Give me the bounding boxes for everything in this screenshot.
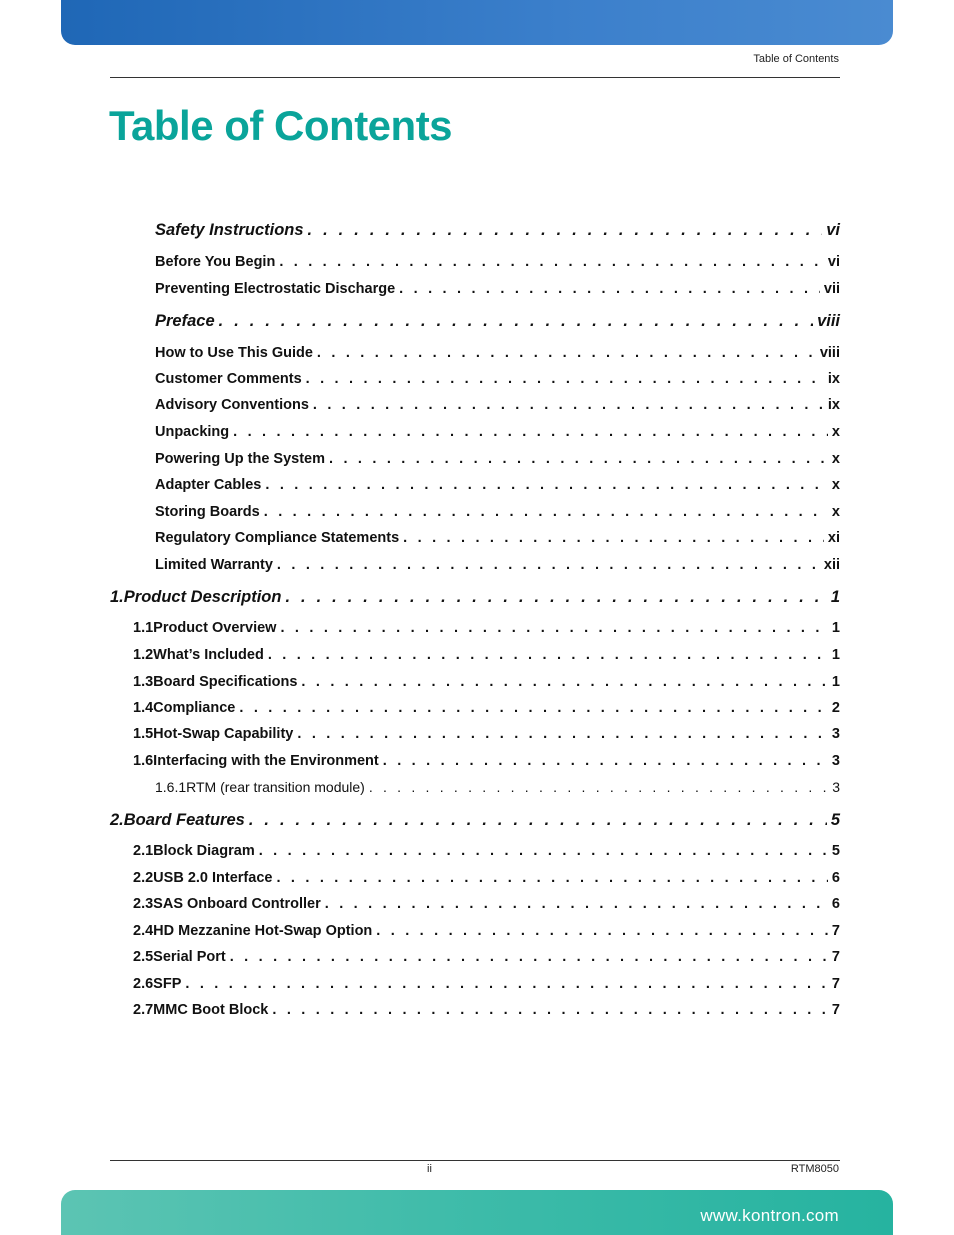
toc-entry[interactable] [133, 674, 840, 690]
toc-entry-label: Product Overview [153, 620, 277, 636]
toc-entry-label: Adapter Cables [155, 477, 262, 493]
toc-entry[interactable] [133, 870, 840, 886]
toc-entry-page: 5 [830, 811, 840, 829]
toc-dot-leader [264, 504, 828, 520]
toc-dot-leader [369, 779, 828, 795]
toc-entry-number: 1.6.1 [155, 779, 187, 795]
bottom-banner [61, 1190, 893, 1235]
toc-entry-page: viii [819, 345, 840, 361]
toc-entry-page: 6 [831, 870, 840, 886]
toc-dot-leader [272, 1002, 828, 1018]
toc-entry-page: 7 [831, 949, 840, 965]
toc-entry-number: 2.5 [133, 949, 154, 965]
toc-entry[interactable] [155, 221, 840, 240]
toc-dot-leader [185, 976, 828, 992]
toc-entry[interactable] [110, 811, 840, 830]
toc-entry[interactable] [133, 843, 840, 859]
toc-dot-leader [280, 620, 827, 636]
toc-entry-number: 1.5 [133, 726, 154, 742]
toc-entry-page: xi [827, 530, 840, 546]
toc-entry[interactable] [110, 588, 840, 607]
toc-entry[interactable] [155, 557, 840, 573]
toc-entry-page: 7 [831, 976, 840, 992]
toc-dot-leader [233, 424, 828, 440]
toc-entry[interactable] [155, 345, 840, 361]
toc-dot-leader [230, 949, 828, 965]
toc-entry-number: 1.2 [133, 647, 154, 663]
toc-dot-leader [313, 397, 824, 413]
toc-entry[interactable] [155, 477, 840, 493]
toc-entry-label: Unpacking [155, 424, 230, 440]
toc-entry-label: Advisory Conventions [155, 397, 309, 413]
toc-entry-number: 1.3 [133, 674, 154, 690]
toc-entry-label: What’s Included [153, 647, 264, 663]
toc-dot-leader [317, 345, 816, 361]
toc-entry-page: 1 [830, 588, 840, 606]
top-banner [61, 0, 893, 45]
toc-dot-leader [279, 254, 824, 270]
footer-doc-id: RTM8050 [790, 1163, 839, 1175]
toc-dot-leader [301, 674, 828, 690]
toc-dot-leader [239, 700, 828, 716]
toc-entry-label: HD Mezzanine Hot-Swap Option [153, 923, 373, 939]
toc-entry-label: Block Diagram [153, 843, 255, 859]
toc-dot-leader [265, 477, 828, 493]
toc-entry-label: Serial Port [153, 949, 226, 965]
toc-entry-label: Preface [155, 312, 215, 330]
toc-entry-label: Product Description [123, 588, 282, 606]
toc-dot-leader [219, 312, 813, 331]
toc-entry-page: 3 [831, 726, 840, 742]
toc-entry-page: ix [827, 371, 840, 387]
page-title: Table of Contents [109, 102, 453, 149]
toc-dot-leader [403, 530, 824, 546]
toc-entry-number: 1.4 [133, 700, 154, 716]
toc-entry-number: 1. [110, 588, 124, 606]
toc-entry-page: 7 [831, 923, 840, 939]
toc-entry-label: Before You Begin [155, 254, 276, 270]
toc-entry-label: Preventing Electrostatic Discharge [155, 281, 396, 297]
toc-entry[interactable] [133, 1002, 840, 1018]
footer-url-link[interactable]: www.kontron.com [700, 1206, 839, 1225]
toc-entry[interactable] [155, 281, 840, 297]
toc-dot-leader [383, 753, 828, 769]
toc-entry[interactable] [133, 753, 840, 769]
toc-entry-label: MMC Boot Block [153, 1002, 269, 1018]
toc-entry[interactable] [155, 779, 840, 795]
toc-entry-page: 7 [831, 1002, 840, 1018]
toc-entry-label: Board Features [123, 811, 245, 829]
toc-entry-number: 2.7 [133, 1002, 154, 1018]
toc-entry-page: 3 [831, 753, 840, 769]
toc-dot-leader [376, 923, 828, 939]
toc-entry[interactable] [133, 896, 840, 912]
toc-entry[interactable] [155, 530, 840, 546]
toc-entry[interactable] [155, 371, 840, 387]
toc-dot-leader [308, 221, 823, 240]
toc-entry[interactable] [133, 726, 840, 742]
toc-entry[interactable] [133, 700, 840, 716]
toc-entry-page: xii [823, 557, 840, 573]
toc-entry-number: 1.1 [133, 620, 154, 636]
toc-entry-label: Compliance [153, 700, 236, 716]
toc-entry[interactable] [133, 923, 840, 939]
toc-entry[interactable] [155, 254, 840, 270]
toc-entry-label: Storing Boards [155, 504, 260, 520]
toc-entry-page: x [831, 424, 840, 440]
toc-entry-number: 2.4 [133, 923, 154, 939]
toc-entry[interactable] [133, 647, 840, 663]
toc-entry-label: USB 2.0 Interface [153, 870, 273, 886]
toc-entry[interactable] [155, 451, 840, 467]
toc-entry-page: x [831, 477, 840, 493]
toc-entry-page: vi [826, 221, 840, 239]
toc-entry-label: SFP [153, 976, 182, 992]
toc-entry-number: 2.2 [133, 870, 154, 886]
toc-dot-leader [276, 870, 827, 886]
toc-entry-page: vi [827, 254, 840, 270]
toc-entry-page: 5 [831, 843, 840, 859]
toc-entry[interactable] [155, 504, 840, 520]
toc-entry-label: Limited Warranty [155, 557, 273, 573]
toc-dot-leader [399, 281, 820, 297]
toc-entry[interactable] [155, 424, 840, 440]
toc-entry[interactable] [133, 949, 840, 965]
toc-entry-page: 3 [832, 779, 840, 795]
toc-entry-number: 2.3 [133, 896, 154, 912]
toc-entry-label: SAS Onboard Controller [153, 896, 321, 912]
toc-dot-leader [306, 371, 824, 387]
toc-entry-page: 1 [831, 647, 840, 663]
toc-entry[interactable] [155, 397, 840, 413]
toc-entry-page: 1 [831, 620, 840, 636]
toc-entry-page: viii [817, 312, 840, 330]
toc-entry-page: 2 [831, 700, 840, 716]
toc-dot-leader [249, 811, 827, 830]
toc-entry-number: 2.6 [133, 976, 154, 992]
toc-entry[interactable] [155, 312, 840, 331]
toc-entry-page: 6 [831, 896, 840, 912]
toc-dot-leader [297, 726, 828, 742]
toc-dot-leader [259, 843, 828, 859]
toc-entry[interactable] [133, 620, 840, 636]
toc-dot-leader [325, 896, 828, 912]
toc-entry-label: Regulatory Compliance Statements [155, 530, 400, 546]
toc-entry-label: Interfacing with the Environment [153, 753, 379, 769]
toc-entry-page: x [831, 451, 840, 467]
footer-rule [110, 1160, 840, 1161]
toc-dot-leader [277, 557, 820, 573]
toc-entry-number: 1.6 [133, 753, 154, 769]
toc-entry-label: Safety Instructions [155, 221, 304, 239]
toc-entry-page: vii [823, 281, 840, 297]
toc-entry-number: 2. [110, 811, 124, 829]
toc-dot-leader [285, 588, 826, 607]
toc-entry-number: 2.1 [133, 843, 154, 859]
toc-entry-label: Powering Up the System [155, 451, 326, 467]
running-header: Table of Contents [753, 53, 839, 65]
toc-entry-page: 1 [831, 674, 840, 690]
toc-entry-label: Hot-Swap Capability [153, 726, 294, 742]
toc-dot-leader [329, 451, 828, 467]
toc-entry-label: Board Specifications [153, 674, 298, 690]
toc-entry-label: Customer Comments [155, 371, 302, 387]
toc-entry-page: ix [827, 397, 840, 413]
toc-dot-leader [268, 647, 828, 663]
toc-entry-page: x [831, 504, 840, 520]
toc-entry-label: How to Use This Guide [155, 345, 313, 361]
toc-entry[interactable] [133, 976, 840, 992]
header-rule [110, 77, 840, 78]
footer-page-number: ii [427, 1163, 432, 1175]
toc-entry-label: RTM (rear transition module) [186, 779, 365, 795]
